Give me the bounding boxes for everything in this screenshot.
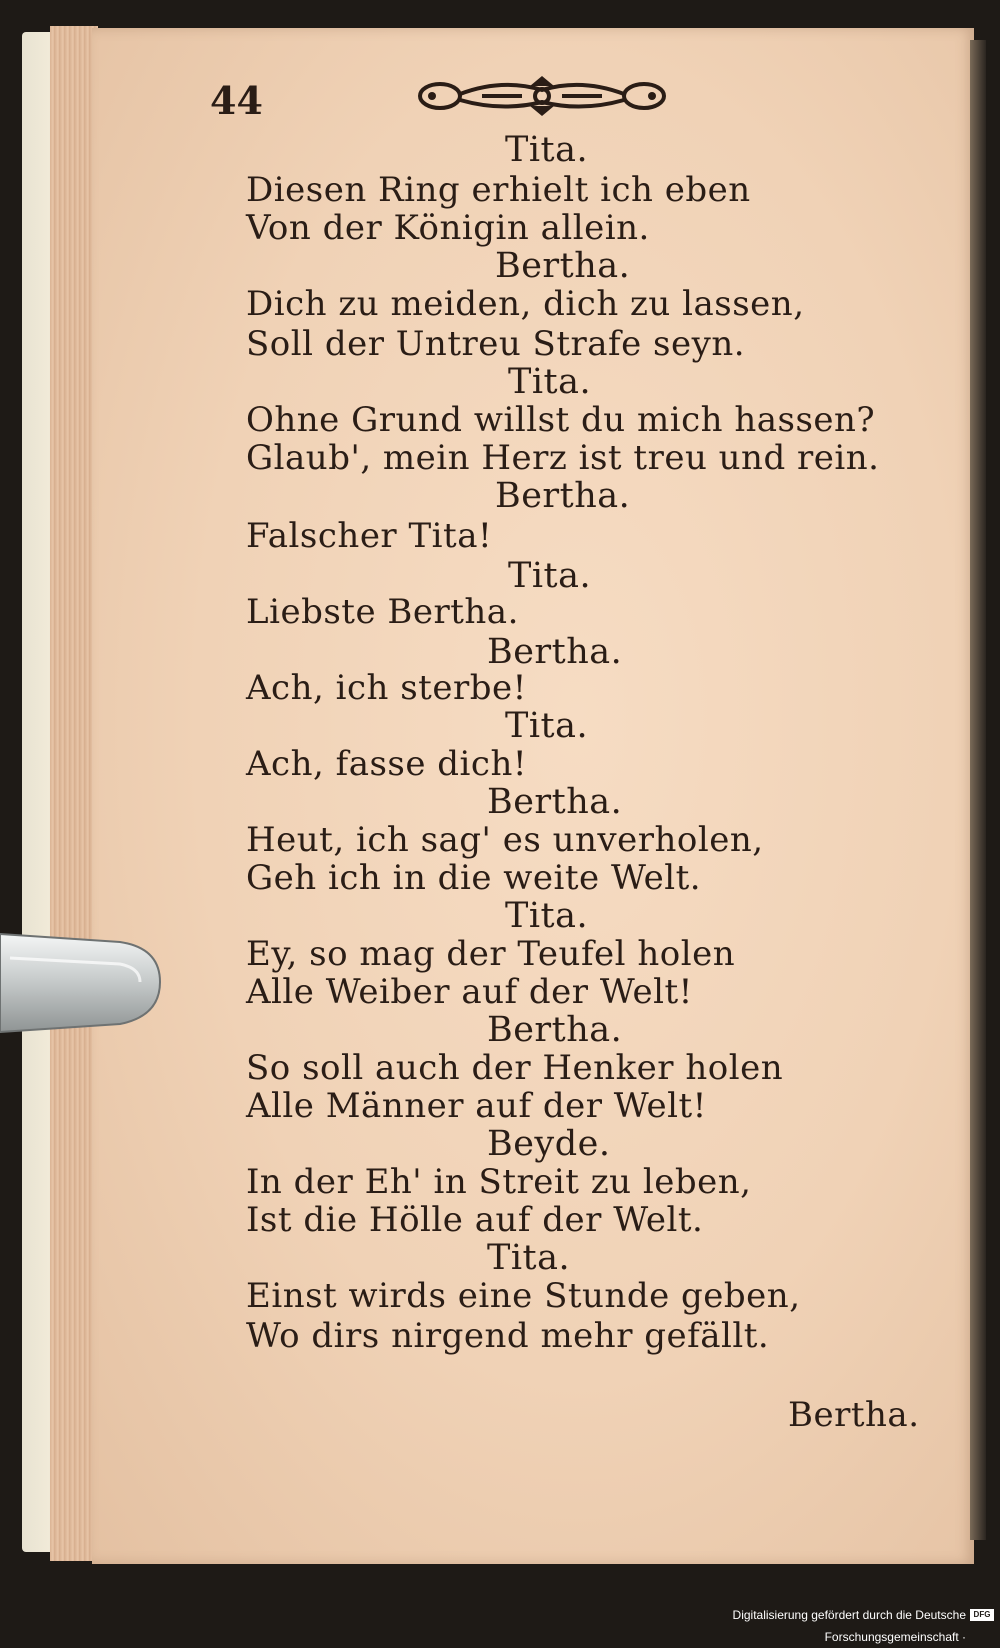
catchword: Bertha. xyxy=(788,1395,920,1435)
speaker-name: Tita. xyxy=(508,556,592,596)
verse-line: Dich zu meiden, dich zu lassen, xyxy=(246,284,805,324)
verse-line: So soll auch der Henker holen xyxy=(246,1048,784,1088)
footer-credit xyxy=(600,1604,1000,1644)
speaker-name: Bertha. xyxy=(487,632,623,672)
speaker-name: Bertha. xyxy=(487,782,623,822)
speaker-name: Bertha. xyxy=(495,246,631,286)
verse-line: Alle Männer auf der Welt! xyxy=(246,1086,707,1126)
footer-credit-text: Digitalisierung gefördert durch die Deutsche Forschungsgemeinschaft · xyxy=(732,1608,966,1644)
verse-line: Soll der Untreu Strafe seyn. xyxy=(246,324,746,364)
speaker-name: Bertha. xyxy=(495,476,631,516)
speaker-name: Tita. xyxy=(505,896,589,936)
verse-line: Ohne Grund willst du mich hassen? xyxy=(246,400,876,440)
gutter-shadow xyxy=(970,40,986,1540)
verse-line: Einst wirds eine Stunde geben, xyxy=(246,1276,801,1316)
speaker-name: Tita. xyxy=(508,362,592,402)
verse-line: Von der Königin allein. xyxy=(246,208,650,248)
page-number: 44 xyxy=(210,78,263,123)
verse-line: Ey, so mag der Teufel holen xyxy=(246,934,736,974)
speaker-name: Beyde. xyxy=(487,1124,611,1164)
speaker-name: Tita. xyxy=(505,706,589,746)
verse-line: Geh ich in die weite Welt. xyxy=(246,858,702,898)
verse-line: Glaub', mein Herz ist treu und rein. xyxy=(246,438,880,478)
verse-line: Wo dirs nirgend mehr gefällt. xyxy=(246,1316,770,1356)
verse-line: Heut, ich sag' es unverholen, xyxy=(246,820,764,860)
page-edge xyxy=(50,26,98,1561)
verse-line: Falscher Tita! xyxy=(246,516,493,556)
verse-line: Ach, fasse dich! xyxy=(246,744,528,784)
verse-line: Diesen Ring erhielt ich eben xyxy=(246,170,751,210)
book-clip xyxy=(0,928,162,1036)
speaker-name: Tita. xyxy=(505,130,589,170)
verse-line: Ist die Hölle auf der Welt. xyxy=(246,1200,704,1240)
verse-line: Ach, ich sterbe! xyxy=(246,668,527,708)
verse-line: Liebste Bertha. xyxy=(246,592,519,632)
ornament-icon xyxy=(412,72,674,120)
speaker-name: Tita. xyxy=(487,1238,571,1278)
verse-line: Alle Weiber auf der Welt! xyxy=(246,972,693,1012)
dfg-logo: DFG xyxy=(970,1609,994,1621)
speaker-name: Bertha. xyxy=(487,1010,623,1050)
verse-line: In der Eh' in Streit zu leben, xyxy=(246,1162,752,1202)
